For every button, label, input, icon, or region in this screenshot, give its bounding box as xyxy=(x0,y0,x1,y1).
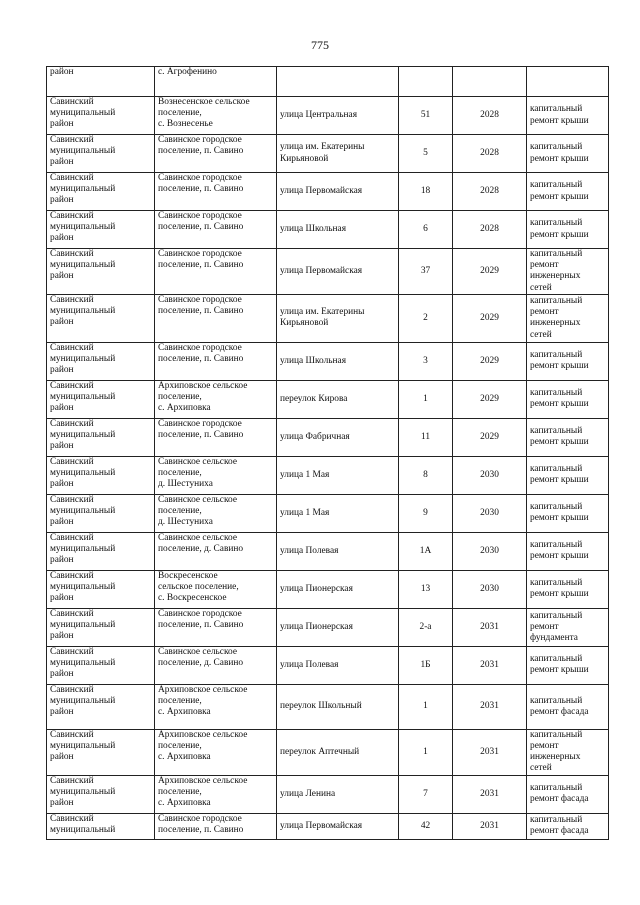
table-row xyxy=(47,418,609,456)
district-cell-text: Савинский муниципальный район xyxy=(50,380,116,414)
street-cell xyxy=(277,813,399,839)
street-cell-text: улица Фабричная xyxy=(280,431,350,442)
house-number-cell xyxy=(399,97,453,135)
table-row xyxy=(47,608,609,646)
work-type-cell xyxy=(527,67,609,97)
district-cell xyxy=(47,249,155,295)
table-row xyxy=(47,97,609,135)
settlement-cell-text: Савинское сельское поселение, д. Савино xyxy=(158,532,244,555)
work-type-cell-text: капитальный ремонт фасада xyxy=(530,782,589,805)
street-cell-text: улица Школьная xyxy=(280,355,347,366)
table-row xyxy=(47,456,609,494)
street-cell-text: улица 1 Мая xyxy=(280,507,330,518)
street-cell-text: улица Пионерская xyxy=(280,621,353,632)
settlement-cell xyxy=(155,684,277,729)
house-number-cell-text: 6 xyxy=(423,223,428,234)
street-cell xyxy=(277,211,399,249)
settlement-cell-text: Савинское городское поселение, п. Савино xyxy=(158,135,244,157)
district-cell-text: Савинский муниципальный район xyxy=(50,135,116,168)
district-cell xyxy=(47,294,155,342)
street-cell-text: улица Центральная xyxy=(280,109,358,120)
table-row xyxy=(47,342,609,380)
district-cell-text: Савинский муниципальный район xyxy=(50,608,116,642)
house-number-cell xyxy=(399,294,453,342)
district-cell xyxy=(47,418,155,456)
house-number-cell-text: 51 xyxy=(420,109,431,120)
work-type-cell-text: капитальный ремонт крыши xyxy=(530,350,589,372)
work-type-cell-text: капитальный ремонт крыши xyxy=(530,388,589,410)
house-number-cell-text: 3 xyxy=(423,355,428,366)
work-type-cell-text: капитальный ремонт инженерных сетей xyxy=(530,295,583,340)
settlement-cell xyxy=(155,456,277,494)
work-type-cell xyxy=(527,532,609,570)
year-cell-text: 2029 xyxy=(480,312,499,323)
settlement-cell xyxy=(155,608,277,646)
district-cell xyxy=(47,135,155,173)
district-cell xyxy=(47,380,155,418)
district-cell xyxy=(47,684,155,729)
settlement-cell xyxy=(155,646,277,684)
year-cell xyxy=(453,380,527,418)
house-number-cell-text: 7 xyxy=(423,788,428,799)
street-cell xyxy=(277,97,399,135)
street-cell xyxy=(277,342,399,380)
house-number-cell xyxy=(399,173,453,211)
district-cell xyxy=(47,775,155,813)
house-number-cell-text: 1 xyxy=(423,746,428,757)
year-cell xyxy=(453,135,527,173)
street-cell xyxy=(277,418,399,456)
year-cell xyxy=(453,456,527,494)
district-cell-text: Савинский муниципальный район xyxy=(50,294,116,328)
house-number-cell-text: 1 xyxy=(423,393,428,404)
work-type-cell xyxy=(527,608,609,646)
year-cell-text: 2031 xyxy=(480,621,499,632)
work-type-cell xyxy=(527,173,609,211)
district-cell-text: Савинский муниципальный район xyxy=(50,249,116,282)
settlement-cell-text: Савинское городское поселение, п. Савино xyxy=(158,608,244,631)
settlement-cell xyxy=(155,813,277,839)
street-cell xyxy=(277,456,399,494)
settlement-cell-text: Воскресенское сельское поселение, с. Воскресенское xyxy=(158,570,239,604)
work-type-cell xyxy=(527,729,609,775)
district-cell-text: Савинский муниципальный район xyxy=(50,173,116,206)
work-type-cell xyxy=(527,570,609,608)
district-cell-text: Савинский муниципальный район xyxy=(50,532,116,566)
district-cell xyxy=(47,342,155,380)
street-cell xyxy=(277,294,399,342)
street-cell-text: улица Первомайская xyxy=(280,265,363,276)
work-type-cell-text: капитальный ремонт крыши xyxy=(530,142,589,164)
year-cell xyxy=(453,342,527,380)
work-type-cell xyxy=(527,342,609,380)
settlement-cell xyxy=(155,494,277,532)
district-cell xyxy=(47,456,155,494)
house-number-cell xyxy=(399,418,453,456)
year-cell xyxy=(453,494,527,532)
table-row xyxy=(47,67,609,97)
settlement-cell xyxy=(155,173,277,211)
page-number: 775 xyxy=(311,38,329,52)
street-cell xyxy=(277,135,399,173)
year-cell xyxy=(453,646,527,684)
settlement-cell xyxy=(155,342,277,380)
district-cell xyxy=(47,67,155,97)
work-type-cell-text: капитальный ремонт крыши xyxy=(530,578,589,600)
house-number-cell xyxy=(399,646,453,684)
street-cell-text: переулок Аптечный xyxy=(280,746,360,757)
street-cell xyxy=(277,494,399,532)
year-cell xyxy=(453,173,527,211)
house-number-cell-text: 8 xyxy=(423,469,428,480)
settlement-cell-text: Савинское городское поселение, п. Савино xyxy=(158,249,244,271)
year-cell-text: 2029 xyxy=(480,431,499,442)
district-cell-text: Савинский муниципальный район xyxy=(50,729,116,763)
work-type-cell xyxy=(527,97,609,135)
district-cell-text: Савинский муниципальный xyxy=(50,813,116,835)
district-cell xyxy=(47,494,155,532)
year-cell-text: 2028 xyxy=(480,223,499,234)
work-type-cell xyxy=(527,775,609,813)
house-number-cell xyxy=(399,380,453,418)
house-number-cell xyxy=(399,608,453,646)
district-cell xyxy=(47,813,155,839)
settlement-cell-text: Савинское городское поселение, п. Савино xyxy=(158,342,244,365)
street-cell xyxy=(277,570,399,608)
year-cell-text: 2031 xyxy=(480,659,499,670)
work-type-cell xyxy=(527,684,609,729)
year-cell xyxy=(453,775,527,813)
settlement-cell xyxy=(155,570,277,608)
street-cell xyxy=(277,249,399,295)
district-cell xyxy=(47,211,155,249)
district-cell-text: Савинский муниципальный район xyxy=(50,684,116,718)
settlement-cell-text: Савинское городское поселение, п. Савино xyxy=(158,173,244,195)
settlement-cell-text: Савинское сельское поселение, д. Савино xyxy=(158,646,244,669)
work-type-cell-text: капитальный ремонт фасада xyxy=(530,695,589,717)
work-type-cell-text: капитальный ремонт инженерных сетей xyxy=(530,729,583,774)
house-number-cell xyxy=(399,570,453,608)
table-row xyxy=(47,135,609,173)
district-cell xyxy=(47,608,155,646)
street-cell-text: переулок Кирова xyxy=(280,393,348,404)
street-cell xyxy=(277,729,399,775)
street-cell-text: улица 1 Мая xyxy=(280,469,330,480)
house-number-cell-text: 37 xyxy=(420,265,431,276)
settlement-cell-text: Архиповское сельское поселение, с. Архиповка xyxy=(158,684,248,718)
work-type-cell xyxy=(527,456,609,494)
table-row xyxy=(47,684,609,729)
table-row xyxy=(47,570,609,608)
house-number-cell xyxy=(399,494,453,532)
house-number-cell xyxy=(399,775,453,813)
work-type-cell-text: капитальный ремонт крыши xyxy=(530,502,589,524)
house-number-cell xyxy=(399,729,453,775)
street-cell xyxy=(277,608,399,646)
year-cell-text: 2030 xyxy=(480,583,499,594)
district-cell-text: район xyxy=(50,67,74,77)
year-cell-text: 2030 xyxy=(480,545,499,556)
house-number-cell-text: 18 xyxy=(420,185,431,196)
settlement-cell xyxy=(155,67,277,97)
settlement-cell-text: Архиповское сельское поселение, с. Архиповка xyxy=(158,380,248,414)
work-type-cell xyxy=(527,380,609,418)
street-cell-text: улица Первомайская xyxy=(280,820,363,831)
work-type-cell xyxy=(527,646,609,684)
settlement-cell xyxy=(155,249,277,295)
work-type-cell-text: капитальный ремонт крыши xyxy=(530,426,589,448)
settlement-cell xyxy=(155,135,277,173)
year-cell xyxy=(453,532,527,570)
district-cell-text: Савинский муниципальный район xyxy=(50,97,116,130)
house-number-cell-text: 9 xyxy=(423,507,428,518)
house-number-cell-text: 11 xyxy=(420,431,431,442)
district-cell xyxy=(47,532,155,570)
year-cell-text: 2031 xyxy=(480,788,499,799)
house-number-cell xyxy=(399,67,453,97)
house-number-cell-text: 2-а xyxy=(419,621,432,632)
year-cell-text: 2029 xyxy=(480,355,499,366)
street-cell-text: улица им. Екатерины Кирьяновой xyxy=(280,307,365,329)
house-number-cell xyxy=(399,211,453,249)
work-type-cell-text: капитальный ремонт крыши xyxy=(530,464,589,486)
district-cell xyxy=(47,97,155,135)
house-number-cell xyxy=(399,813,453,839)
settlement-cell xyxy=(155,418,277,456)
year-cell xyxy=(453,684,527,729)
year-cell-text: 2031 xyxy=(480,701,499,712)
work-type-cell xyxy=(527,418,609,456)
work-type-cell xyxy=(527,211,609,249)
year-cell-text: 2029 xyxy=(480,393,499,404)
work-type-cell-text: капитальный ремонт крыши xyxy=(530,180,589,202)
settlement-cell xyxy=(155,294,277,342)
street-cell xyxy=(277,380,399,418)
settlement-cell-text: Архиповское сельское поселение, с. Архиповка xyxy=(158,775,248,809)
house-number-cell-text: 5 xyxy=(423,147,428,158)
year-cell xyxy=(453,813,527,839)
year-cell xyxy=(453,418,527,456)
table-row xyxy=(47,532,609,570)
house-number-cell-text: 1А xyxy=(419,545,432,556)
repair-schedule-table xyxy=(46,66,609,840)
settlement-cell xyxy=(155,775,277,813)
settlement-cell-text: Савинское городское поселение, п. Савино xyxy=(158,418,244,441)
settlement-cell xyxy=(155,380,277,418)
street-cell xyxy=(277,173,399,211)
district-cell-text: Савинский муниципальный район xyxy=(50,570,116,604)
settlement-cell-text: с. Агрофенино xyxy=(158,67,217,77)
settlement-cell-text: Савинское сельское поселение, д. Шестуниха xyxy=(158,456,238,490)
house-number-cell-text: 2 xyxy=(423,312,428,323)
work-type-cell-text: капитальный ремонт крыши xyxy=(530,104,589,126)
work-type-cell-text: капитальный ремонт крыши xyxy=(530,218,589,240)
district-cell-text: Савинский муниципальный район xyxy=(50,646,116,680)
house-number-cell xyxy=(399,342,453,380)
street-cell-text: улица Первомайская xyxy=(280,185,363,196)
table-row xyxy=(47,646,609,684)
street-cell-text: улица Полевая xyxy=(280,659,339,670)
street-cell-text: переулок Школьный xyxy=(280,701,362,712)
district-cell-text: Савинский муниципальный район xyxy=(50,494,116,528)
street-cell xyxy=(277,532,399,570)
settlement-cell xyxy=(155,729,277,775)
year-cell xyxy=(453,211,527,249)
district-cell-text: Савинский муниципальный район xyxy=(50,418,116,452)
street-cell-text: улица им. Екатерины Кирьяновой xyxy=(280,142,365,164)
year-cell xyxy=(453,67,527,97)
year-cell-text: 2028 xyxy=(480,109,499,120)
year-cell xyxy=(453,570,527,608)
year-cell-text: 2030 xyxy=(480,469,499,480)
street-cell-text: улица Школьная xyxy=(280,223,347,234)
district-cell xyxy=(47,646,155,684)
table-row xyxy=(47,729,609,775)
table-row xyxy=(47,249,609,295)
district-cell-text: Савинский муниципальный район xyxy=(50,456,116,490)
district-cell xyxy=(47,173,155,211)
year-cell-text: 2028 xyxy=(480,147,499,158)
settlement-cell-text: Савинское городское поселение, п. Савино xyxy=(158,211,244,233)
street-cell xyxy=(277,775,399,813)
year-cell-text: 2028 xyxy=(480,185,499,196)
year-cell xyxy=(453,249,527,295)
work-type-cell-text: капитальный ремонт крыши xyxy=(530,654,589,676)
street-cell-text: улица Ленина xyxy=(280,788,336,799)
year-cell-text: 2031 xyxy=(480,746,499,757)
work-type-cell-text: капитальный ремонт инженерных сетей xyxy=(530,249,583,293)
table-row xyxy=(47,294,609,342)
table-row xyxy=(47,380,609,418)
year-cell xyxy=(453,608,527,646)
street-cell xyxy=(277,67,399,97)
settlement-cell xyxy=(155,97,277,135)
settlement-cell-text: Савинское сельское поселение, д. Шестуниха xyxy=(158,494,238,528)
year-cell-text: 2029 xyxy=(480,265,499,276)
house-number-cell xyxy=(399,456,453,494)
work-type-cell xyxy=(527,135,609,173)
work-type-cell-text: капитальный ремонт фундамента xyxy=(530,610,583,643)
table-row xyxy=(47,211,609,249)
district-cell-text: Савинский муниципальный район xyxy=(50,342,116,376)
work-type-cell xyxy=(527,249,609,295)
settlement-cell xyxy=(155,532,277,570)
year-cell xyxy=(453,294,527,342)
settlement-cell-text: Савинское городское поселение, п. Савино xyxy=(158,813,244,835)
settlement-cell-text: Архиповское сельское поселение, с. Архиповка xyxy=(158,729,248,763)
district-cell xyxy=(47,570,155,608)
year-cell-text: 2031 xyxy=(480,820,499,831)
table-row xyxy=(47,494,609,532)
street-cell xyxy=(277,684,399,729)
house-number-cell xyxy=(399,684,453,729)
settlement-cell-text: Савинское городское поселение, п. Савино xyxy=(158,294,244,317)
house-number-cell-text: 1Б xyxy=(420,659,431,670)
table-row xyxy=(47,775,609,813)
table-row xyxy=(47,813,609,839)
district-cell xyxy=(47,729,155,775)
house-number-cell-text: 1 xyxy=(423,701,428,712)
house-number-cell-text: 13 xyxy=(420,583,431,594)
work-type-cell xyxy=(527,813,609,839)
work-type-cell xyxy=(527,294,609,342)
street-cell-text: улица Полевая xyxy=(280,545,339,556)
year-cell xyxy=(453,97,527,135)
table-row xyxy=(47,173,609,211)
work-type-cell-text: капитальный ремонт фасада xyxy=(530,814,589,837)
year-cell xyxy=(453,729,527,775)
house-number-cell xyxy=(399,135,453,173)
street-cell xyxy=(277,646,399,684)
work-type-cell xyxy=(527,494,609,532)
house-number-cell-text: 42 xyxy=(420,820,431,831)
district-cell-text: Савинский муниципальный район xyxy=(50,211,116,244)
year-cell-text: 2030 xyxy=(480,507,499,518)
district-cell-text: Савинский муниципальный район xyxy=(50,775,116,809)
house-number-cell xyxy=(399,532,453,570)
settlement-cell-text: Вознесенское сельское поселение, с. Вознесенье xyxy=(158,97,250,130)
work-type-cell-text: капитальный ремонт крыши xyxy=(530,540,589,562)
house-number-cell xyxy=(399,249,453,295)
settlement-cell xyxy=(155,211,277,249)
street-cell-text: улица Пионерская xyxy=(280,583,353,594)
